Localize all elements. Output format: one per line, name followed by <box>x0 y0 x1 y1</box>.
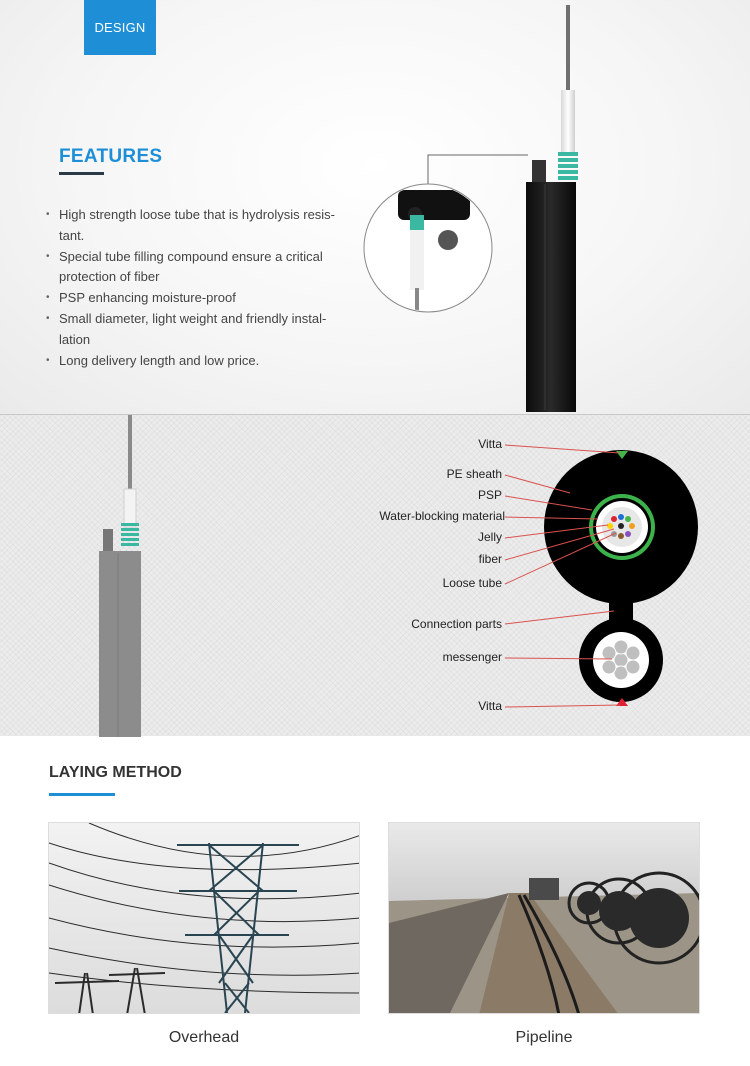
label-vitta-bottom: Vitta <box>478 699 502 713</box>
caption-pipeline: Pipeline <box>515 1029 573 1046</box>
features-section <box>0 0 750 414</box>
label-psp: PSP <box>477 488 502 502</box>
label-connection-parts: Connection parts <box>411 617 502 631</box>
overhead-photo <box>48 822 360 1014</box>
label-loose-tube: Loose tube <box>442 576 502 590</box>
feature-item: • PSP enhancing moisture-proof <box>46 288 356 309</box>
label-fiber: fiber <box>478 552 502 566</box>
feature-item: • Small diameter, light weight and friendly instal- lation <box>46 309 356 351</box>
cross-section-section <box>0 414 750 736</box>
label-messenger: messenger <box>442 650 502 664</box>
features-title: FEATURES <box>59 146 163 167</box>
laying-method-underline <box>49 793 115 796</box>
cable-cross-section-diagram <box>0 415 750 737</box>
feature-item: • Long delivery length and low price. <box>46 351 356 372</box>
label-pe-sheath: PE sheath <box>446 467 502 481</box>
design-badge: DESIGN <box>84 0 156 55</box>
label-vitta-top: Vitta <box>478 437 502 451</box>
feature-item: • High strength loose tube that is hydrolysis resis- tant. <box>46 205 356 247</box>
label-water-blocking: Water-blocking material <box>379 509 505 523</box>
cable-product-image <box>0 0 750 414</box>
caption-overhead: Overhead <box>168 1029 240 1046</box>
laying-method-title: LAYING METHOD <box>49 764 182 781</box>
pipeline-photo <box>388 822 700 1014</box>
feature-item: • Special tube filling compound ensure a critical protection of fiber <box>46 247 356 289</box>
label-jelly: Jelly <box>477 530 502 544</box>
